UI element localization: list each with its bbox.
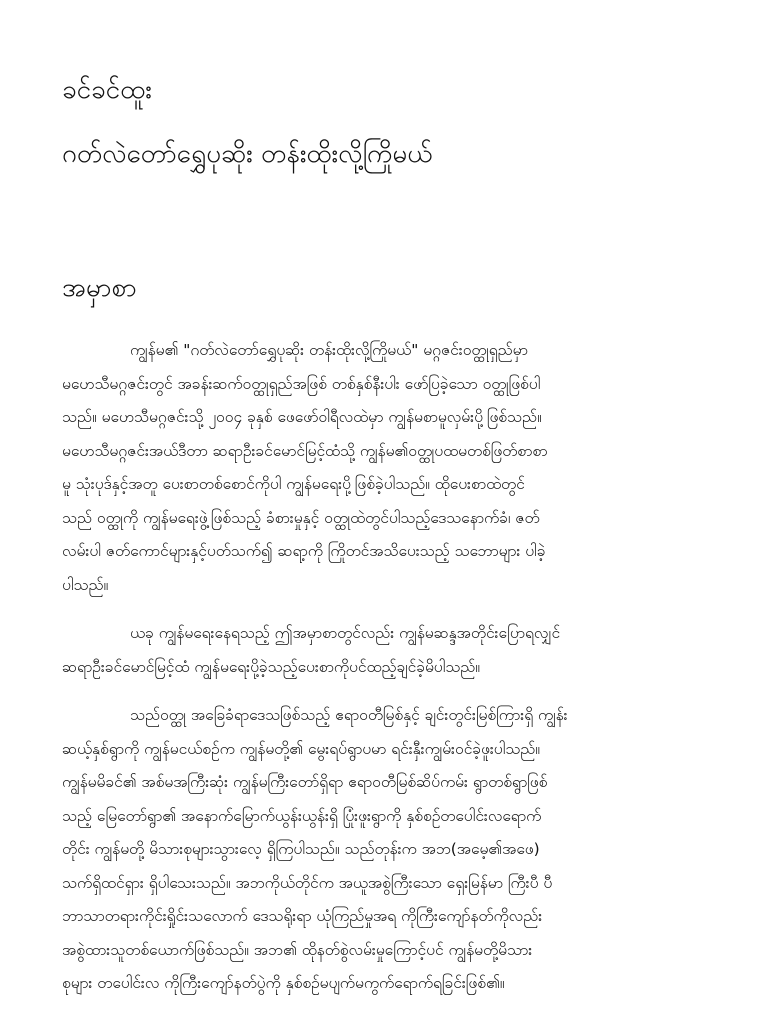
body-text [62,334,706,1016]
text-line: ကျွန်မ၏ "ဂတ်လဲတော်ရွှေပုဆိုး တန်းထိုးလို့ကြိုမယ်" မဂ္ဂဇင်းဝတ္ထုရှည်မှာ [130,341,528,359]
paragraph [62,617,706,684]
text-line: ပါသည်။ [62,575,109,594]
book-title: ဂတ်လဲတော်ရွှေပုဆိုး တန်းထိုးလို့ကြိုမယ် [62,139,433,169]
text-line: သည့် မြေတော်ရွာ၏ အနောက်မြောက်ယွန်းယွန်းရှိ ပြုံးဖူးရွာကို နှစ်စဉ်တပေါင်းလရောက် [62,806,542,825]
author-name: ခင်ခင်ထူး [62,75,152,105]
text-line: သည်ဝတ္ထု အခြေခံရာဒေသဖြစ်သည့် ဧရာဝတီမြစ်နှင့် ချင်းတွင်းမြစ်ကြားရှိ ကျွန်း [130,706,568,724]
text-line: သည် ဝတ္ထုကို ကျွန်မရေးဖွဲ့ဖြစ်သည့် ခံစားမှုနှင့် ဝတ္ထုထဲတွင်ပါသည့်ဒေသနောက်ခံ၊ ဇတ် [62,508,540,527]
paragraph [62,334,706,602]
text-line: သည်။ မဟေသီမဂ္ဂဇင်းသို့ ၂၀၀၄ ခုနှစ် ဖေဖော်ဝါရီလထဲမှာ ကျွန်မစာမူလှမ်းပို့ဖြစ်သည်။ [62,408,542,426]
text-line: သက်ရှိထင်ရှား ရှိပါသေးသည်။ အဘကိုယ်တိုင်က အယူအစွဲကြီးသော ရှေးမြန်မာ ကြီးပီ ပီ [62,873,553,892]
text-line: မဟေသီမဂ္ဂဇင်းတွင် အခန်းဆက်ဝတ္ထုရှည်အဖြစ် တစ်နှစ်နီးပါး ဖော်ပြခဲ့သော ဝတ္ထုဖြစ်ပါ [62,374,541,393]
text-line: ကျွန်မမိခင်၏ အစ်မအကြီးဆုံး ကျွန်မကြီးတော်ရှိရာ ဧရာဝတီမြစ်ဆိပ်ကမ်း ရွာတစ်ရွာဖြစ် [62,773,548,791]
text-line: စုများ တပေါင်းလ ကိုကြီးကျော်နတ်ပွဲကို နှစ်စဉ်မပျက်မကွက်ရောက်ရခြင်းဖြစ်၏။ [62,974,505,992]
paragraph [62,699,706,1001]
text-line: အစွဲထားသူတစ်ယောက်ဖြစ်သည်။ အဘ၏ ထိုနတ်စွဲလမ်းမှုကြောင့်ပင် ကျွန်မတို့မိသား [62,940,533,959]
text-line: ဆရာဦးခင်မောင်မြင့်ထံ ကျွန်မရေးပို့ခဲ့သည့်ပေးစာကိုပင်ထည့်ချင်ခဲ့မိပါသည်။ [62,657,480,676]
text-line: ဆယ့်နှစ်ရွာကို ကျွန်မငယ်စဉ်က ကျွန်မတို့၏ မွေးရပ်ရွာပမာ ရင်းနှီးကျွမ်းဝင်ခဲ့ဖူးပါသည်။ [62,739,540,758]
text-line: ယခု ကျွန်မရေးနေရသည့် ဤအမှာစာတွင်လည်း ကျွန်မဆန္ဒအတိုင်းပြောရလျှင် [130,624,561,642]
document-page [62,0,706,1024]
text-line: တိုင်း ကျွန်မတို့ မိသားစုများသွားလေ့ ရှိကြပါသည်။ သည်တုန်းက အဘ(အမေ့၏အဖေ) [62,840,540,858]
text-line: မူ သုံးပုဒ်နှင့်အတူ ပေးစာတစ်စောင်ကိုပါ ကျွန်မရေးပို့ဖြစ်ခဲ့ပါသည်။ ထိုပေးစာထဲတွင် [62,475,525,493]
text-line: လမ်းပါ ဇတ်ကောင်များနှင့်ပတ်သက်၍ ဆရာ့ကို ကြိုတင်အသိပေးသည့် သဘောများ ပါခဲ့ [62,542,546,560]
text-line: မဟေသီမဂ္ဂဇင်းအယ်ဒီတာ ဆရာဦးခင်မောင်မြင့်ထံသို့ ကျွန်မ၏ဝတ္ထုပထမတစ်ဖြတ်စာစာ [62,441,548,460]
section-heading: အမှာစာ [62,273,137,303]
text-line: ဘာသာတရားကိုင်းရှိုင်းသလောက် ဒေသရိုးရာ ယုံကြည်မှုအရ ကိုကြီးကျော်နတ်ကိုလည်း [62,907,543,925]
